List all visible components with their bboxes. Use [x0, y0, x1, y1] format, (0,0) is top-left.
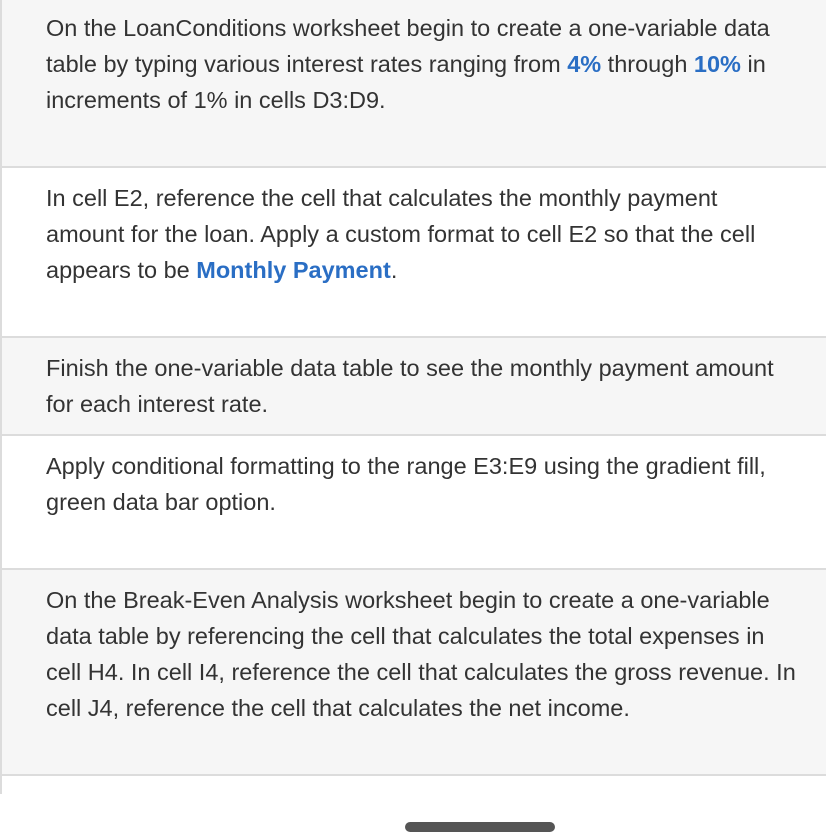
instruction-text: Finish the one-variable data table to see the monthly payment amount for each interest rate. — [46, 355, 774, 417]
instruction-text: Apply conditional formatting to the range E3:E9 using the gradient fill, green data bar option. — [46, 453, 766, 515]
instruction-step-2 — [0, 168, 826, 338]
instruction-text: On the LoanConditions worksheet begin to create a one-variable data table by typing various interest rates ranging from 4% through 10% in increments of 1% in cells D3:D9. — [46, 15, 770, 113]
scroll-handle[interactable] — [405, 822, 555, 832]
highlighted-value: 4% — [567, 51, 602, 77]
list-border-tail — [0, 776, 2, 794]
instruction-step-3 — [0, 338, 826, 436]
instruction-text: In cell E2, reference the cell that calculates the monthly payment amount for the loan. Apply a custom format to cell E2 so that the cell appears to be Monthly Payment. — [46, 185, 756, 283]
instruction-step-4 — [0, 436, 826, 570]
instruction-text: On the Break-Even Analysis worksheet begin to create a one-variable data table by referencing the cell that calculates the total expenses in cell H4. In cell I4, reference the cell that calculates the gross revenue. In cell J4, reference the cell that calculates the net income. — [46, 587, 796, 721]
highlighted-value: 10% — [693, 51, 741, 77]
instruction-step-1 — [0, 0, 826, 168]
instruction-step-5 — [0, 570, 826, 776]
highlighted-value: Monthly Payment — [196, 257, 391, 283]
